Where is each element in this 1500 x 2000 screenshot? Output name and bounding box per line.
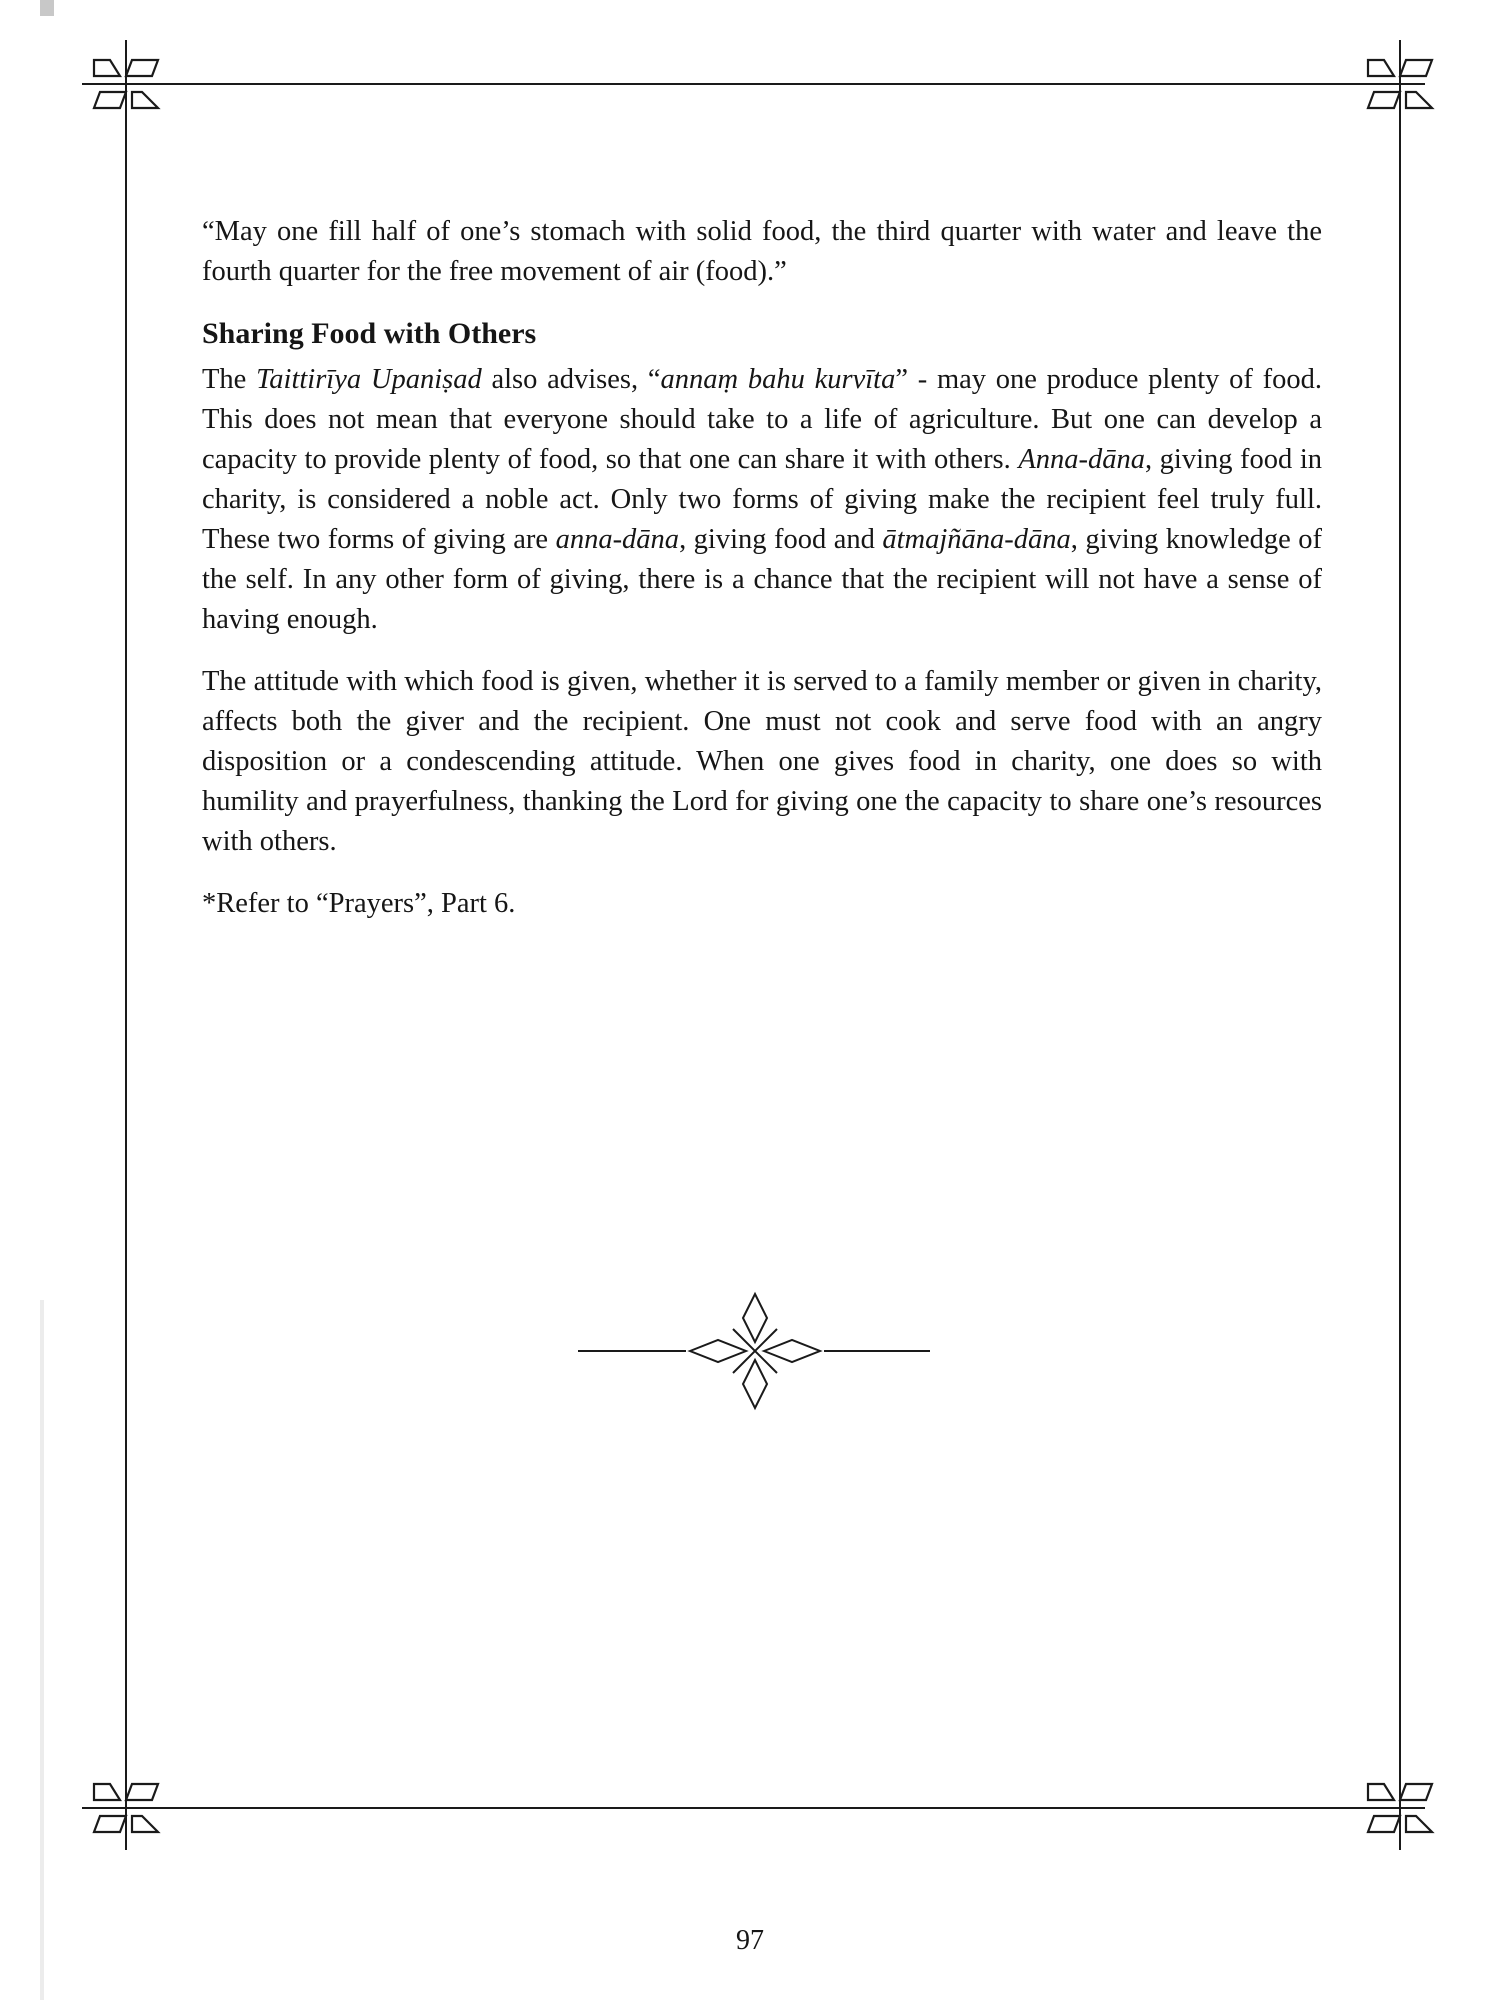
italic-term: anna-dāna [555, 524, 680, 555]
italic-term: annaṃ bahu kurvīta [660, 364, 896, 395]
text-run: also advises, “ [481, 364, 661, 395]
text-run: , giving knowledge of the self. In any other form of giving, there is a chance that the recipient will not have a sense of having enough. [202, 524, 1322, 635]
body-paragraph-1 [202, 360, 1322, 640]
body-paragraph-2: The attitude with which food is given, whether it is served to a family member or given in charity, affects both the giver and the recipient. One must not cook and serve food with an angry disposition or a condescending attitude. When one gives food in charity, one does so with humility and prayerfulness, thanking the Lord for giving one the capacity to share one’s resources with others. [202, 666, 1322, 857]
diamond-bottom [743, 1360, 767, 1408]
text-run: ” - may one produce plenty of food. This does not mean that everyone should take to a life of agriculture. But one can develop a capacity to provide plenty of food, so that one can share it with others. [202, 364, 1322, 475]
quote-paragraph: “May one fill half of one’s stomach with solid food, the third quarter with water and leave the fourth quarter for the free movement of air (food).” [202, 216, 1322, 287]
text-run: , giving food in charity, is considered a noble act. Only two forms of giving make the recipient feel truly full. These two forms of giving are [202, 444, 1322, 555]
diamond-left [690, 1340, 746, 1362]
italic-term: Taittirīya Upaniṣad [256, 364, 482, 395]
footnote: *Refer to “Prayers”, Part 6. [202, 888, 516, 919]
italic-term: ātmajñāna-dāna [882, 524, 1071, 555]
diamond-right [764, 1340, 820, 1362]
text-run: The [202, 364, 257, 395]
text-run: , giving food and [679, 524, 883, 555]
section-divider-ornament [578, 1294, 930, 1408]
page-body [202, 212, 1322, 924]
italic-term: Anna-dāna [1018, 444, 1145, 475]
section-heading: Sharing Food with Others [202, 317, 537, 350]
page-number: 97 [736, 1925, 764, 1956]
diamond-top [743, 1294, 767, 1342]
